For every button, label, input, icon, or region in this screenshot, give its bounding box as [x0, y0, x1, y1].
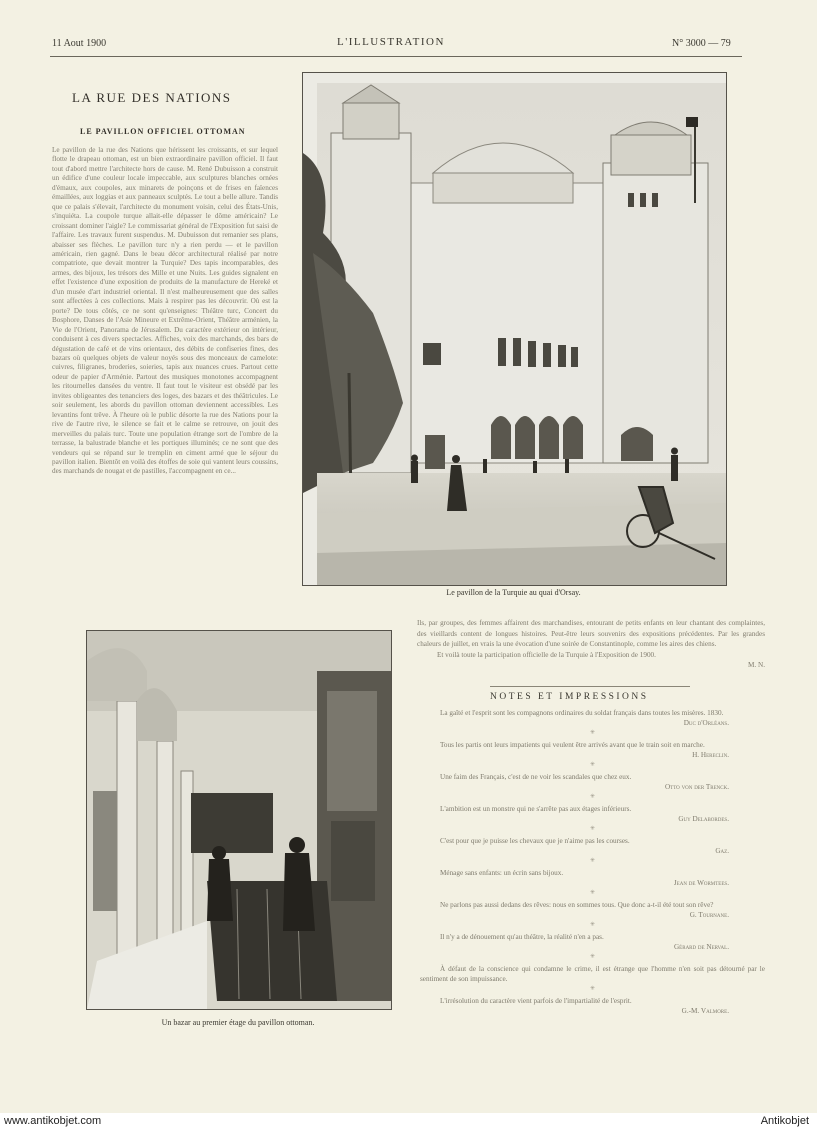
note-item: À défaut de la conscience qui condamne le crime, il est étrange que l'homme n'en soit pas détourné par le sentiment de son impuissance. — [420, 965, 765, 983]
header-issue: N° 3000 — 79 — [672, 38, 731, 49]
notes-rule — [490, 686, 690, 687]
note-item: Une faim des Français, c'est de ne voir les scandales que chez eux. Otto von der Trenck. — [440, 773, 729, 791]
footer-brand: Antikobjet — [760, 1115, 809, 1127]
photo-bazaar — [86, 630, 392, 1010]
separator-star-icon: ✳ — [589, 762, 596, 768]
separator-star-icon: ✳ — [589, 730, 596, 736]
continuation-text-2: Et voilà toute la participation officielle de la Turquie à l'Exposition de 1900. — [437, 650, 656, 659]
article-subtitle: LE PAVILLON OFFICIEL OTTOMAN — [80, 127, 246, 136]
note-item: Il n'y a de dénouement qu'au théâtre, la réalité n'en a pas. Gérard de Nerval. — [440, 933, 729, 951]
photo-turkish-pavilion — [302, 72, 727, 586]
note-item: Ne parlons pas aussi dedans des rêves: nous en sommes tous. Que donc a-t-il été tout son rêve? G. Tournane. — [440, 901, 729, 919]
continuation-text: Ils, par groupes, des femmes affairent des marchandises, entourant de petits enfants en leur chantant des complaintes, des vieillards content de longues histoires. Peut-être leurs souvenirs des expositions précédentes. Par les grandes chaleurs de juillet, en vrais la une évocation d'une soirée de Constantinople, comme les aires des chiens. — [417, 619, 765, 648]
notes-title: NOTES ET IMPRESSIONS — [490, 692, 649, 702]
separator-star-icon: ✳ — [589, 826, 596, 832]
pavilion-illustration — [303, 73, 726, 585]
note-item: Ménage sans enfants: un écrin sans bijoux. Jean de Wormtees. — [440, 869, 729, 887]
header-journal: L'ILLUSTRATION — [337, 36, 445, 48]
caption-top-photo: Le pavillon de la Turquie au quai d'Orsay. — [446, 588, 581, 597]
article-title: LA RUE DES NATIONS — [72, 90, 232, 105]
note-item: L'irrésolution du caractère vient parfois de l'impartialité de l'esprit. G.-M. Valmore. — [440, 997, 729, 1015]
separator-star-icon: ✳ — [589, 890, 596, 896]
separator-star-icon: ✳ — [589, 954, 596, 960]
footer-url: www.antikobjet.com — [4, 1115, 102, 1127]
bazaar-illustration — [87, 631, 391, 1009]
article-continuation — [417, 618, 765, 670]
article-body: Le pavillon de la rue des Nations que hérissent les croissants, et sur lequel flotte le drapeau ottoman, est un bien extraordinaire pavillon officiel. Il faut tout d'abord mettre l'architecte hors de cause. M. René Dubuisson a construit un édifice d'une couleur locale impeccable, aux sculptures blanches ornées d'émaux, aux coupoles, aux minarets de poinçons et de frises en faïences émaillées, aux loggias et aux panneaux sculptés. Le tout a belle allure. Tandis que ce palais s'élevait, l'architecte du monument voisin, celui des États-Unis, s'inquiéta. La coupole turque allait-elle dépasser le dôme américain? Le croissant dominer l'aigle? Le commissariat général de l'Exposition fut saisi de l'affaire. Les travaux furent suspendus. M. Dubuisson dut remanier ses plans, abaisser ses flèches. Le pavillon turc n'y a rien perdu — et le pavillon américain, rien gagné. Dans le beau décor architectural réalisé par notre compatriote, que devait montrer la Turquie? Des tapis incomparables, des armes, des bijoux, les trésors des Mille et une Nuits. Les guides signalent en effet l'existence d'une exposition de produits de la manufacture de Hereké et d'un musée d'art industriel oriental. Il n'est malheureusement que des salles sont affectées à ces collections. Mais à respirer pas les découvrir. Où est la porte? De tous côtés, ce ne sont qu'enseignes: Théâtre turc, Concert du Bosphore, Danses de l'Asie Mineure et Extrême-Orient, Théâtre arménien, la Vie de l'Orient, Panorama de Jérusalem. Du caractère extérieur on intérieur, conduisent à ces divers spectacles. Affiches, voix des marchands, des bars de dégustation de café et de vins orientaux, des débits de confiseries fines, des bazars où quelques objets de valeur noyés sous des monceaux de camelote: cuivres, filigranes, broderies, soieries, tapis aux nuances crues. Partout cette odeur de papier d'Arménie. Partout des musiques monotones accompagnent les ritournelles dansées du ventre. Il faut tout le visiteur est obsédé par les invites obligeantes des tenanciers des loges, des bazars et des théâtricules. Le soir seulement, les abords du pavillon ottoman deviennent accessibles. Les levantins font trêve. À l'heure où le public désorte la rue des Nations pour la rive de l'autre rive, le silence se fait et le calme se retrouve, on jouit des merveilles du palais turc. Toute une population étrange sort de l'ombre de la terrasse, la balustrade blanche et les portiques illuminés; ce ne sont que des vendeurs qui se répand sur le tremplin en ciment armé que le séjour du pavillon italien. Bientôt en voilà des étoffes de soie qui vantent leurs coussins, des marchands de nougat et de pastilles, l'accompagnent en ce... — [52, 146, 278, 476]
watermark-footer — [0, 1113, 817, 1131]
note-item: Tous les partis ont leurs impatients qui veulent être arrivés avant que le train soit en marche. H. Hereclin. — [440, 741, 729, 759]
note-item: C'est pour que je puisse les chevaux que je n'aime pas les courses. Gaz. — [440, 837, 729, 855]
header-date: 11 Aout 1900 — [52, 38, 107, 49]
note-item: La gaîté et l'esprit sont les compagnons ordinaires du soldat français dans toutes les misères. 1830. Duc d'Orléans. — [440, 709, 729, 727]
separator-star-icon: ✳ — [589, 986, 596, 992]
note-item: L'ambition est un monstre qui ne s'arrête pas aux étages inférieurs. Guy Delabordes. — [440, 805, 729, 823]
separator-star-icon: ✳ — [589, 794, 596, 800]
separator-star-icon: ✳ — [589, 922, 596, 928]
header-rule — [50, 56, 742, 57]
notes-list — [420, 708, 765, 1033]
separator-star-icon: ✳ — [589, 858, 596, 864]
caption-bottom-photo: Un bazar au premier étage du pavillon ottoman. — [161, 1018, 315, 1027]
continuation-signature: M. N. — [748, 661, 765, 669]
